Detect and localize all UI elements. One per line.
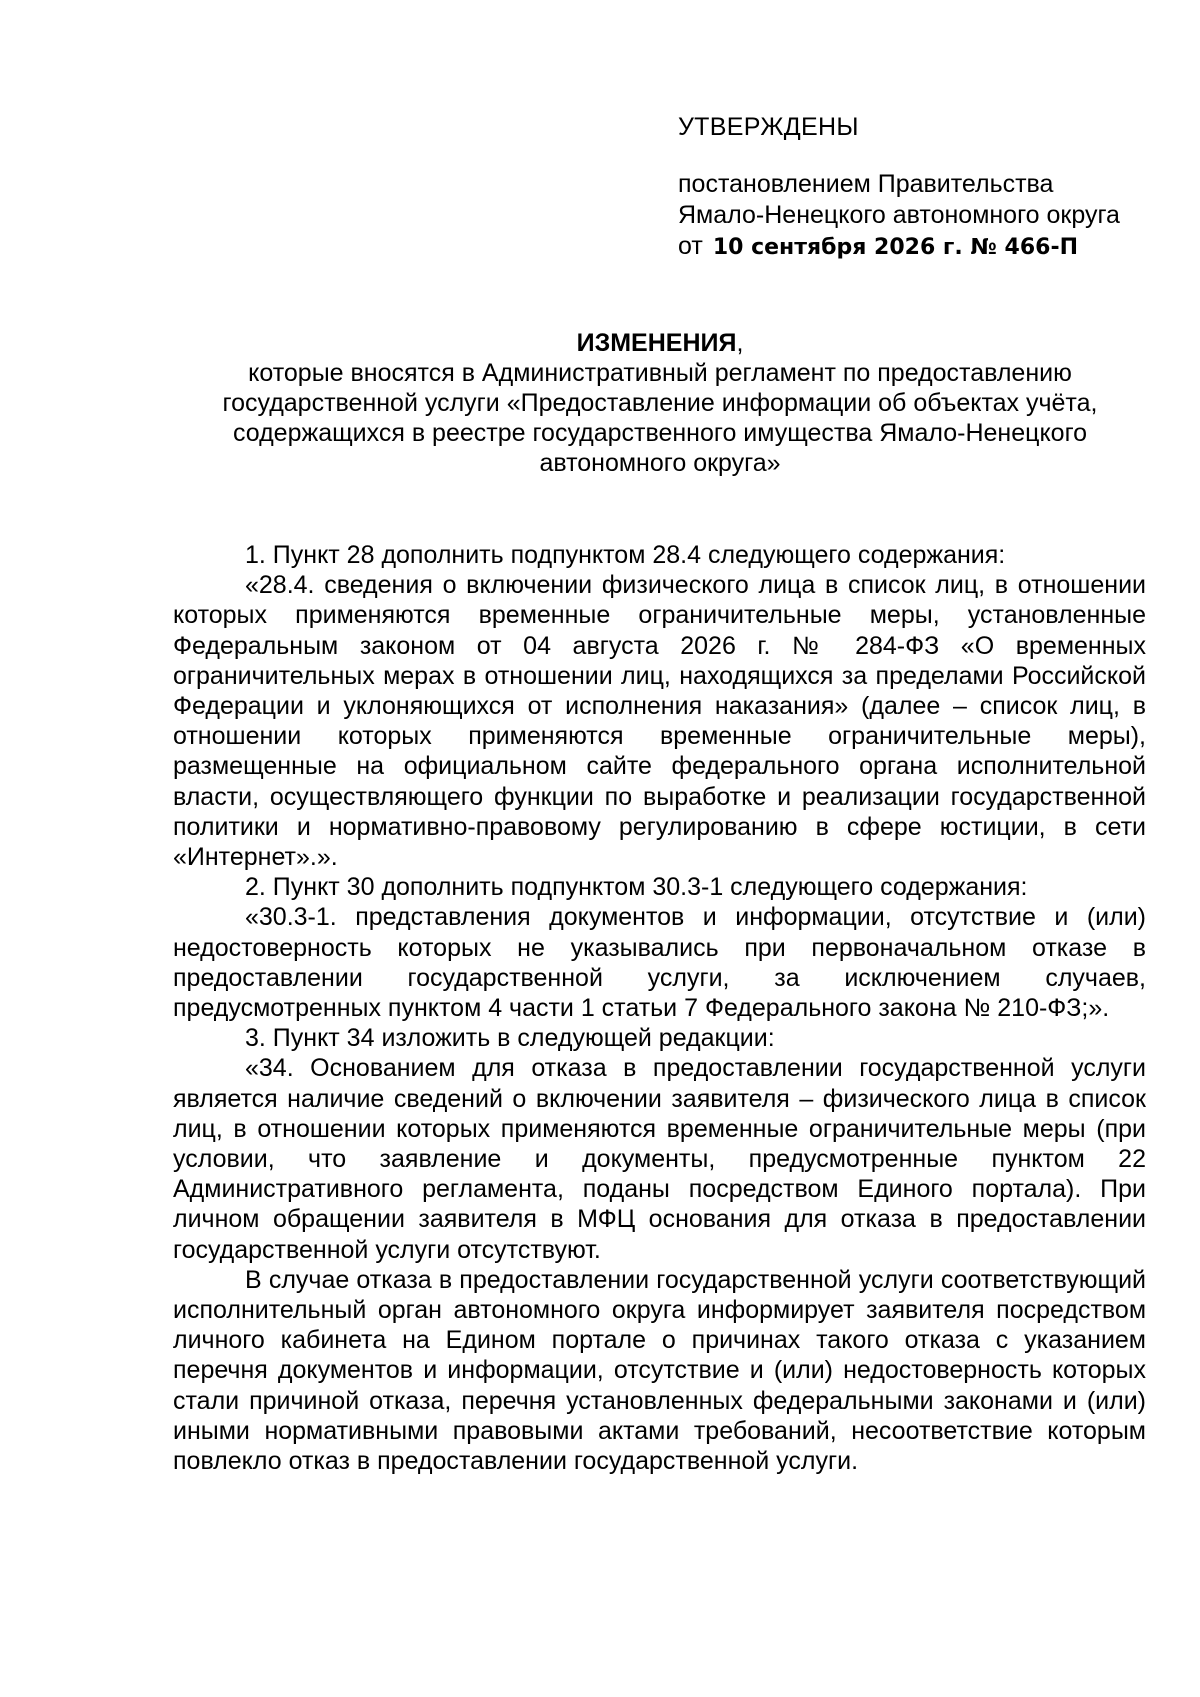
document-title: ИЗМЕНЕНИЯ (576, 329, 737, 357)
document-heading (175, 328, 1145, 478)
approval-title: УТВЕРЖДЕНЫ (678, 113, 859, 141)
paragraph-subitem-28-4: «28.4. сведения о включении физического лица в список лиц, в отношении которых применяются временные ограничительные меры, установленные Федеральным законом от 04 августа 2026 г. № 284-ФЗ «О временных ограничительных мерах в отношении лиц, находящихся за пределами Российской Федерации и уклоняющихся от исполнения наказания» (далее – список лиц, в отношении которых применяются временные ограничительные меры), размещенные на официальном сайте федерального органа исполнительной власти, осуществляющего функции по выработке и реализации государственной политики и нормативно-правовому регулированию в сфере юстиции, в сети «Интернет».». (173, 571, 1146, 872)
paragraph-subitem-30-3-1: «30.3-1. представления документов и информации, отсутствие и (или) недостоверность которых не указывались при первоначальном отказе в предоставлении государственной услуги, за исключением случаев, предусмотренных пунктом 4 части 1 статьи 7 Федерального закона № 210-ФЗ;». (173, 903, 1146, 1023)
paragraph-item-3: 3. Пункт 34 изложить в следующей редакции: (245, 1024, 775, 1053)
approval-block (678, 112, 1178, 263)
decree-line-1: постановлением Правительства (678, 170, 1054, 198)
paragraph-item-2: 2. Пункт 30 дополнить подпунктом 30.3-1 следующего содержания: (245, 873, 1028, 902)
paragraph-refusal-case: В случае отказа в предоставлении государственной услуги соответствующий исполнительный орган автономного округа информирует заявителя посредством личного кабинета на Едином портале о причинах такого отказа с указанием перечня документов и информации, отсутствие и (или) недостоверность которых стали причиной отказа, перечня установленных федеральными законами и (или) иными нормативными правовыми актами требований, несоответствие которым повлекло отказ в предоставлении государственной услуги. (173, 1265, 1146, 1476)
subtitle-line-2: государственной услуги «Предоставление информации об объектах учёта, (222, 389, 1098, 417)
decree-line-3 (678, 231, 1178, 263)
document-body (173, 540, 1146, 1476)
decree-line-2: Ямало-Ненецкого автономного округа (678, 201, 1120, 229)
subtitle-line-1: которые вносятся в Административный регламент по предоставлению (248, 359, 1072, 387)
decree-date-number: 10 сентября 2026 г. № 466-П (712, 235, 1079, 260)
heading-title-line (175, 328, 1145, 358)
subtitle-line-4: автономного округа» (539, 449, 781, 477)
paragraph-item-34: «34. Основанием для отказа в предоставлении государственной услуги является наличие сведений о включении заявителя – физического лица в список лиц, в отношении которых применяются временные ограничительные меры (при условии, что заявление и документы, предусмотренные пунктом 22 Административного регламента, поданы посредством Единого портала). При личном обращении заявителя в МФЦ основания для отказа в предоставлении государственной услуги отсутствуют. (173, 1054, 1146, 1264)
decree-from: от (678, 232, 703, 260)
paragraph-item-1: 1. Пункт 28 дополнить подпунктом 28.4 следующего содержания: (245, 541, 1006, 569)
subtitle-line-3: содержащихся в реестре государственного имущества Ямало-Ненецкого (232, 419, 1088, 447)
document-title-comma: , (736, 329, 744, 357)
